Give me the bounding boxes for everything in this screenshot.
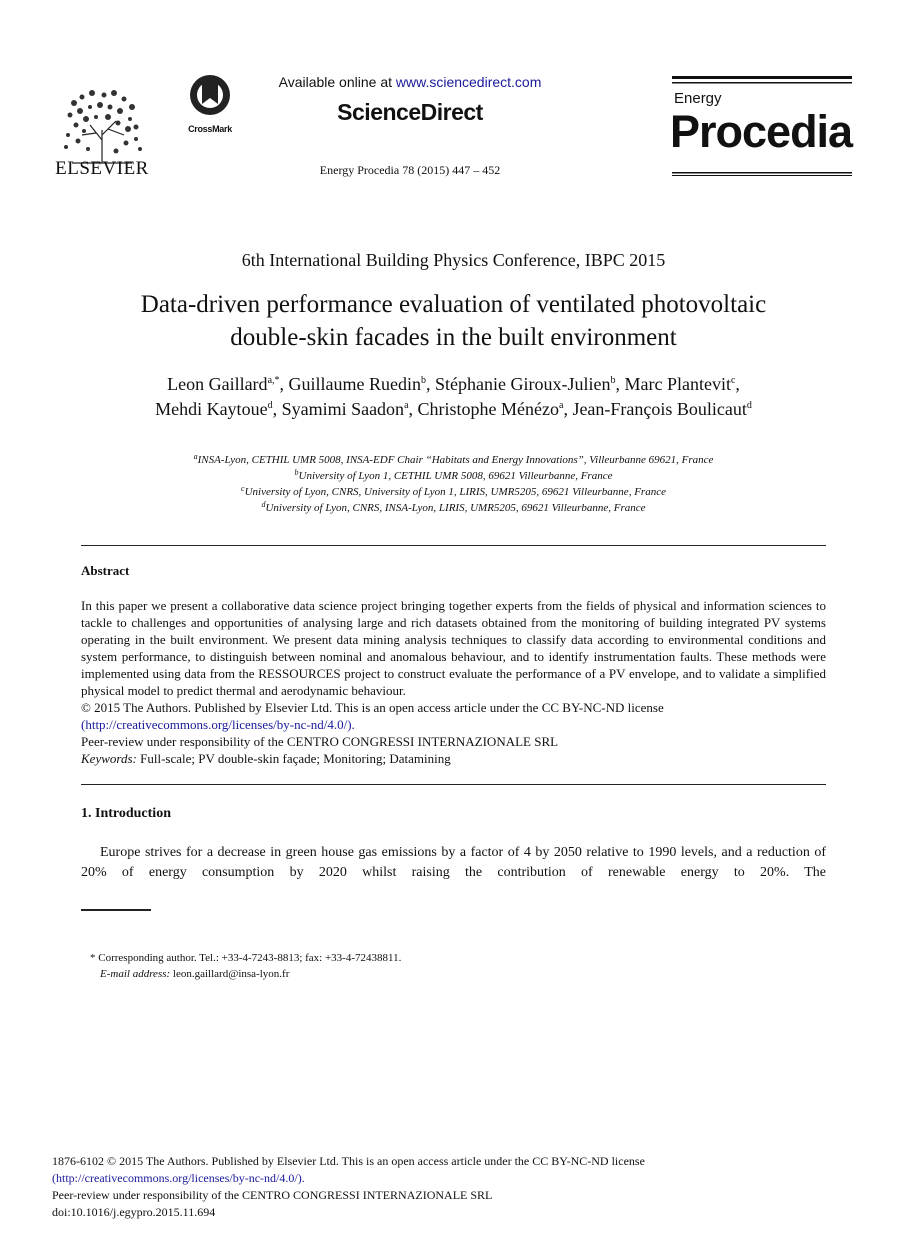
peer-review-line: Peer-review under responsibility of the CENTRO CONGRESSI INTERNAZIONALE SRL (81, 734, 559, 749)
crossmark-icon (183, 74, 237, 118)
abstract-bottom-rule (81, 784, 826, 785)
abstract-heading: Abstract (81, 563, 130, 578)
elsevier-wordmark: ELSEVIER (55, 158, 149, 179)
crossmark-label: CrossMark (188, 124, 232, 134)
corresponding-author: * Corresponding author. Tel.: +33-4-7243-8813; fax: +33-4-72438811. (90, 952, 402, 964)
introduction-heading: 1. Introduction (81, 806, 171, 821)
title-line-2: double-skin facades in the built environment (230, 324, 677, 351)
abstract-paragraph: In this paper we present a collaborative data science project bringing together experts from the fields of physical and information sciences to tackle to challenges and opportunities of analysing large and rich datasets obtained from the monitoring of building integrated PV systems operating in the built environment. We present data mining analysis techniques to classify data according to environmental conditions and system performance, to distinguish between nominal and anomalous behaviour, and to identify instrumentation faults. These methods were implemented using data from the RESSOURCES project to construct evaluate the performance of a PV envelope, and to validate a simplified physical model to predict thermal and aerodynamic behaviour. (81, 598, 826, 698)
affil-marker: d (261, 500, 266, 509)
author-name: Marc Plantevit (624, 374, 731, 394)
sciencedirect-link[interactable]: www.sciencedirect.com (395, 74, 542, 90)
affiliations (60, 452, 847, 516)
bottom-license-link[interactable]: (http://creativecommons.org/licenses/by-nc-nd/4.0/). (52, 1171, 305, 1185)
affil-text: University of Lyon, CNRS, University of Lyon 1, LIRIS, UMR5205, 69621 Villeurbanne, France (244, 486, 666, 498)
abstract-body (81, 597, 826, 767)
keywords-value: Full-scale; PV double-skin façade; Monitoring; Datamining (136, 751, 451, 766)
author-name: Leon Gaillard (167, 374, 268, 394)
author-affil-marker: d (746, 400, 752, 411)
author-affil-marker: a,* (267, 375, 280, 386)
author-name: Jean-François Boulicaut (572, 399, 747, 419)
author-affil-marker: a (404, 400, 409, 411)
author-line-1 (60, 372, 847, 397)
keywords-label: Keywords: (81, 751, 137, 766)
article-title (60, 288, 847, 354)
affil-text: University of Lyon 1, CETHIL UMR 5008, 69621 Villeurbanne, France (298, 470, 613, 482)
affiliation-b (60, 468, 847, 484)
available-online-line (230, 74, 590, 90)
crossmark-badge[interactable] (183, 74, 237, 134)
author-name: Guillaume Ruedin (288, 374, 421, 394)
journal-reference: Energy Procedia 78 (2015) 447 – 452 (319, 163, 501, 177)
affiliation-c (60, 484, 847, 500)
title-line-1: Data-driven performance evaluation of ventilated photovoltaic (140, 291, 767, 318)
bottom-peer-review: Peer-review under responsibility of the CENTRO CONGRESSI INTERNAZIONALE SRL (52, 1188, 493, 1202)
author-affil-marker: b (421, 375, 426, 386)
email-address[interactable]: leon.gaillard@insa-lyon.fr (170, 968, 290, 980)
author-name: Christophe Ménézo (417, 399, 559, 419)
affil-text: University of Lyon, CNRS, INSA-Lyon, LIRIS, UMR5205, 69621 Villeurbanne, France (265, 502, 646, 514)
author-line-2 (60, 397, 847, 422)
author-sep: , (563, 399, 573, 419)
author-list (60, 372, 847, 422)
affil-text: INSA-Lyon, CETHIL UMR 5008, INSA-EDF Chair “Habitats and Energy Innovations”, Villeurbanne 69621, France (197, 454, 714, 466)
license-link[interactable]: (http://creativecommons.org/licenses/by-nc-nd/4.0/). (81, 717, 355, 732)
bottom-license-block (52, 1153, 852, 1221)
author-sep: , (735, 374, 740, 394)
available-prefix: Available online at (278, 74, 396, 90)
email-line (90, 966, 401, 982)
author-sep: , (279, 374, 289, 394)
affil-marker: b (294, 468, 299, 477)
author-name: Stéphanie Giroux-Julien (435, 374, 611, 394)
energy-procedia-big: Procedia (670, 106, 853, 157)
affil-marker: a (193, 452, 198, 461)
sciencedirect-title: ScienceDirect (337, 99, 483, 125)
conference-name: 6th International Building Physics Conference, IBPC 2015 (241, 250, 666, 270)
author-name: Syamimi Saadon (281, 399, 405, 419)
energy-procedia-small: Energy (674, 90, 722, 107)
author-affil-marker: b (610, 375, 616, 386)
author-sep: , (272, 399, 282, 419)
doi[interactable]: doi:10.1016/j.egypro.2015.11.694 (52, 1205, 216, 1219)
introduction-body: Europe strives for a decrease in green house gas emissions by a factor of 4 by 2050 relative to 1990 levels, and a reduction of 20% of energy consumption by 2020 whilst raising the contribution of renewable energy to 20%. The (81, 845, 826, 880)
abstract-top-rule (81, 545, 826, 546)
affiliation-d (60, 500, 847, 516)
issn-copyright: 1876-6102 © 2015 The Authors. Published by Elsevier Ltd. This is an open access article under the CC BY-NC-ND license (52, 1154, 645, 1168)
affil-marker: c (241, 484, 245, 493)
author-sep: , (426, 374, 435, 394)
keywords-line (81, 750, 826, 767)
author-sep: , (408, 399, 418, 419)
footnote (90, 950, 401, 982)
email-label: E-mail address: (100, 968, 171, 980)
author-sep: , (615, 374, 625, 394)
affiliation-a (60, 452, 847, 468)
copyright-line: © 2015 The Authors. Published by Elsevier Ltd. This is an open access article under the CC BY-NC-ND license (81, 700, 664, 715)
author-affil-marker: c (730, 375, 736, 386)
author-name: Mehdi Kaytoue (155, 399, 268, 419)
author-affil-marker: a (558, 400, 564, 411)
author-affil-marker: d (267, 400, 273, 411)
footnote-rule (81, 909, 151, 911)
